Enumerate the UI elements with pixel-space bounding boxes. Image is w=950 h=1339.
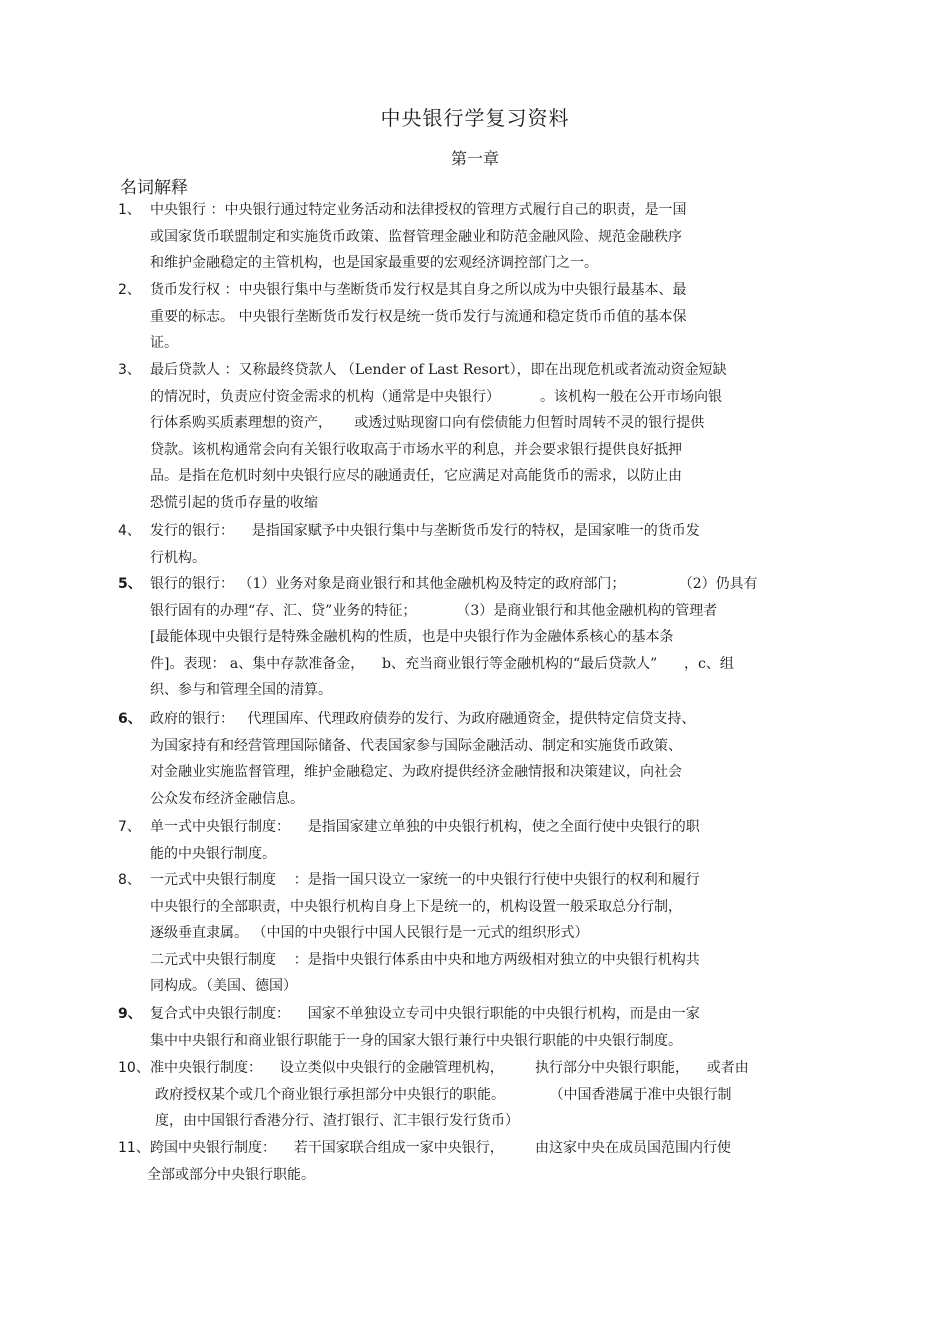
chapter-heading: 第一章: [450, 149, 499, 168]
item-text-line: 全部或部分中央银行职能。: [147, 1166, 315, 1183]
item-text-line: 证。: [150, 335, 178, 352]
item-text-line: 件]。表现： a、集中存款准备金， b、充当商业银行等金融机构的“最后贷款人” ，c、组: [150, 655, 734, 672]
item-text-line: 中央银行的全部职责，中央银行机构自身上下是统一的，机构设置一般采取总分行制，: [150, 898, 682, 915]
item-text-line: 为国家持有和经营管理国际储备、代表国家参与国际金融活动、制定和实施货币政策、: [150, 737, 682, 754]
item-text-line: 或国家货币联盟制定和实施货币政策、监督管理金融业和防范金融风险、规范金融秩序: [150, 228, 682, 245]
item-text-line: 重要的标志。 中央银行垄断货币发行权是统一货币发行与流通和稳定货币币值的基本保: [150, 308, 687, 325]
item-text-line: 行机构。: [150, 549, 206, 566]
item-number: 2、: [118, 282, 141, 298]
item-text-line: 政府授权某个或几个商业银行承担部分中央银行的职能。 （中国香港属于准中央银行制: [155, 1086, 732, 1103]
item-text-line: 品。是指在危机时刻中央银行应尽的融通责任，它应满足对高能货币的需求，以防止由: [150, 468, 682, 485]
item-text-line: 复合式中央银行制度： 国家不单独设立专司中央银行职能的中央银行机构，而是由一家: [150, 1006, 700, 1022]
item-number: 11、: [118, 1140, 150, 1156]
item-text-line: 恐慌引起的货币存量的收缩: [150, 495, 318, 511]
document-title: 中央银行学复习资料: [380, 106, 570, 130]
item-text-line: 二元式中央银行制度 ：是指中央银行体系由中央和地方两级相对独立的中央银行机构共: [150, 951, 700, 968]
item-text-line: 对金融业实施监督管理，维护金融稳定、为政府提供经济金融情报和决策建议，向社会: [150, 764, 682, 781]
item-text-line: 的情况时，负责应付资金需求的机构（通常是中央银行） 。该机构一般在公开市场向银: [150, 388, 723, 405]
item-number: 1、: [118, 202, 141, 218]
item-text-line: 准中央银行制度： 设立类似中央银行的金融管理机构， 执行部分中央银行职能， 或者由: [150, 1060, 749, 1076]
item-text-line: 单一式中央银行制度： 是指国家建立单独的中央银行机构，使之全面行使中央银行的职: [150, 819, 700, 835]
item-text-line: 能的中央银行制度。: [150, 845, 276, 862]
item-number: 8、: [118, 872, 141, 888]
item-text-line: 跨国中央银行制度： 若干国家联合组成一家中央银行， 由这家中央在成员国范围内行使: [150, 1140, 731, 1156]
item-text-line: 贷款。该机构通常会向有关银行收取高于市场水平的利息，并会要求银行提供良好抵押: [150, 441, 682, 458]
item-number: 5、: [118, 576, 142, 592]
item-text-line: 银行的银行： （1）业务对象是商业银行和其他金融机构及特定的政府部门； （2）仍具有: [150, 576, 758, 592]
item-number: 7、: [118, 819, 141, 835]
item-number: 9、: [118, 1006, 142, 1022]
item-text-line: 银行固有的办理“存、汇、贷”业务的特征； （3）是商业银行和其他金融机构的管理者: [150, 602, 718, 619]
item-text-line: 集中中央银行和商业银行职能于一身的国家大银行兼行中央银行职能的中央银行制度。: [150, 1032, 682, 1049]
item-number: 4、: [118, 523, 141, 539]
section-heading: 名词解释: [120, 178, 188, 198]
item-text-line: 度，由中国银行香港分行、渣打银行、汇丰银行发行货币）: [155, 1113, 519, 1130]
item-text-line: 发行的银行： 是指国家赋予中央银行集中与垄断货币发行的特权，是国家唯一的货币发: [150, 523, 700, 539]
item-text-line: 一元式中央银行制度 ：是指一国只设立一家统一的中央银行行使中央银行的权利和履行: [150, 872, 700, 888]
item-text-line: 公众发布经济金融信息。: [150, 790, 304, 807]
item-number: 6、: [118, 711, 142, 727]
item-text-line: 同构成。（美国、德国）: [150, 978, 297, 995]
item-text-line: 逐级垂直隶属。 （中国的中央银行中国人民银行是一元式的组织形式）: [150, 925, 589, 942]
item-number: 10、: [118, 1060, 150, 1076]
item-text-line: [最能体现中央银行是特殊金融机构的性质，也是中央银行作为金融体系核心的基本条: [150, 629, 674, 646]
item-text-line: 行体系购买质素理想的资产， 或透过贴现窗口向有偿债能力但暂时周转不灵的银行提供: [150, 415, 705, 432]
item-text-line: 货币发行权 ：中央银行集中与垄断货币发行权是其自身之所以成为中央银行最基本、最: [150, 282, 687, 298]
item-number: 3、: [118, 362, 141, 378]
item-text-line: 最后贷款人 ：又称最终贷款人 （Lender of Last Resort），即在出现危机或者流动资金短缺: [150, 362, 727, 378]
item-text-line: 和维护金融稳定的主管机构，也是国家最重要的宏观经济调控部门之一。: [150, 255, 598, 272]
item-text-line: 政府的银行： 代理国库、代理政府债券的发行、为政府融通资金，提供特定信贷支持、: [150, 711, 696, 727]
item-text-line: 中央银行 ：中央银行通过特定业务活动和法律授权的管理方式履行自己的职责，是一国: [150, 202, 687, 218]
item-text-line: 织、参与和管理全国的清算。: [150, 682, 332, 699]
